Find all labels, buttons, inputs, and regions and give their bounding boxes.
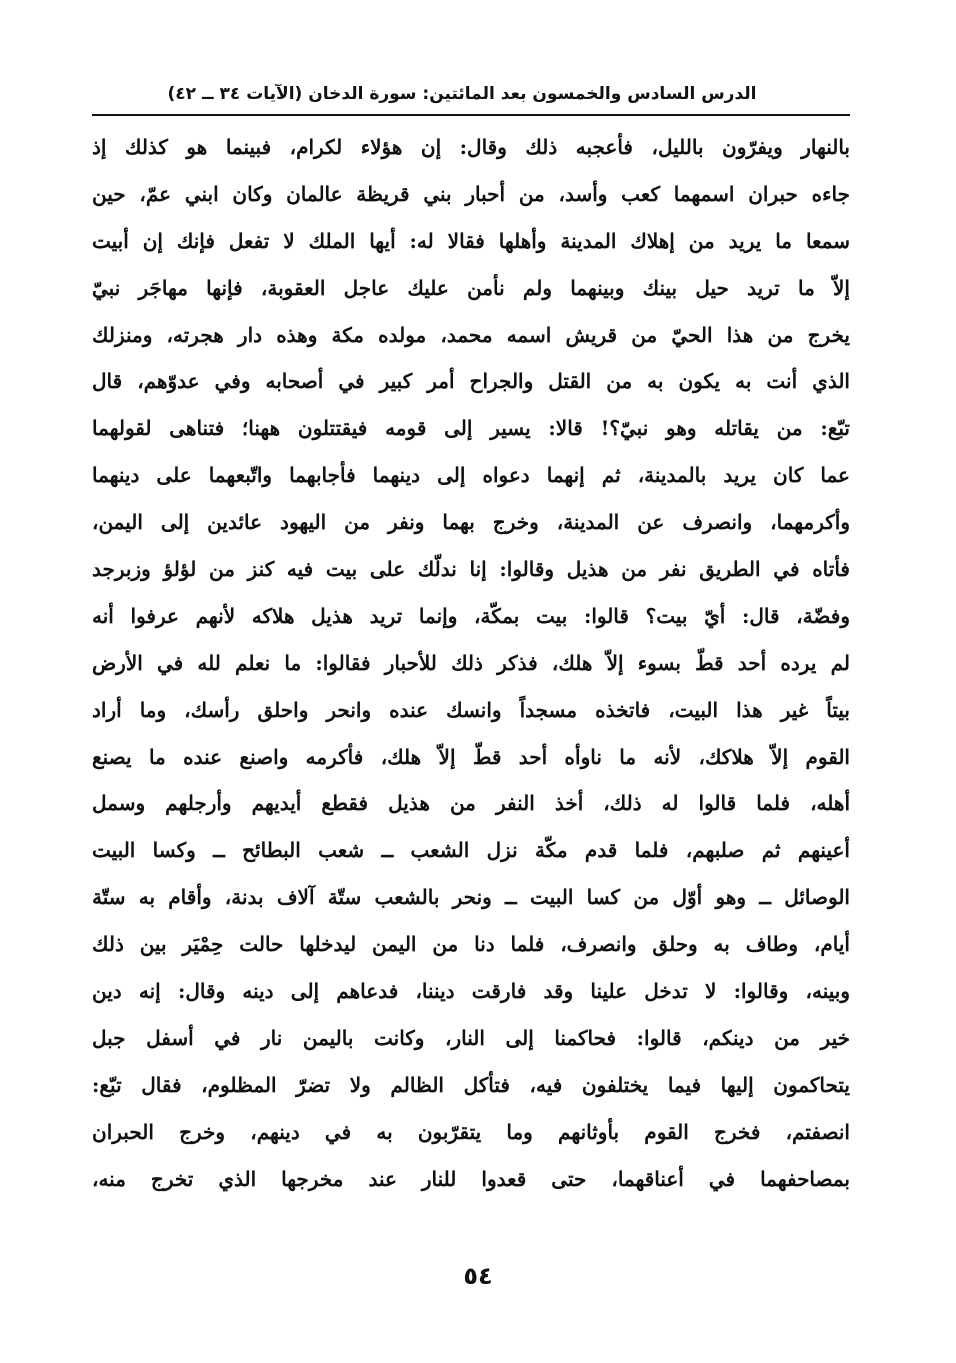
text-line: يتحاكمون إليها فيما يختلفون فيه، فتأكل الظالم ولا تضرّ المظلوم، فقال تبّع: <box>92 1072 850 1097</box>
text-line: لم يرده أحد قطّ بسوء إلاّ هلك، فذكر ذلك للأحبار فقالوا: ما نعلم لله في الأرض <box>92 650 850 675</box>
text-line: الوصائل ــ وهو أوّل من كسا البيت ــ ونحر بالشعب ستّة آلاف بدنة، وأقام به ستّة <box>92 885 850 910</box>
text-line: وأكرمهما، وانصرف عن المدينة، وخرج بهما ونفر من اليهود عائدين إلى اليمن، <box>92 510 850 535</box>
running-header: الدرس السادس والخمسون بعد المائتين: سورة الدخان (الآيات ٣٤ ــ ٤٢) <box>167 84 757 104</box>
body-text <box>92 124 850 1202</box>
text-line: تبّع: من يقاتله وهو نبيّ؟! قالا: يسير إلى قومه فيقتتلون ههنا؛ فتناهى لقولهما <box>92 416 850 441</box>
text-line: يخرج من هذا الحيّ من قريش اسمه محمد، مولده مكة وهذه دار هجرته، ومنزلك <box>92 322 850 347</box>
text-line: القوم إلاّ هلاكك، لأنه ما ناوأه أحد قطّ إلاّ هلك، فأكرمه واصنع عنده ما يصنع <box>92 744 850 769</box>
text-line: إلاّ ما تريد حيل بينك وبينهما ولم نأمن عليك عاجل العقوبة، فإنها مهاجَر نبيّ <box>92 275 850 300</box>
text-line: فأتاه في الطريق نفر من هذيل وقالوا: إنا ندلّك على بيت فيه كنز من لؤلؤ وزبرجد <box>92 557 850 582</box>
text-line: عما كان يريد بالمدينة، ثم إنهما دعواه إلى دينهما فأجابهما واتّبعهما على دينهما <box>92 463 850 488</box>
text-line: وفضّة، قال: أيّ بيت؟ قالوا: بيت بمكّة، وإنما تريد هذيل هلاكه لأنهم عرفوا أنه <box>92 603 850 628</box>
text-line: أهله، فلما قالوا له ذلك، أخذ النفر من هذيل فقطع أيديهم وأرجلهم وسمل <box>92 791 850 816</box>
text-line: خير من دينكم، قالوا: فحاكمنا إلى النار، وكانت باليمن نار في أسفل جبل <box>92 1025 850 1050</box>
text-line: أيام، وطاف به وحلق وانصرف، فلما دنا من اليمن ليدخلها حالت حِمْيَر بين ذلك <box>92 932 850 957</box>
header-rule <box>92 114 850 116</box>
text-line: سمعا ما يريد من إهلاك المدينة وأهلها فقالا له: أيها الملك لا تفعل فإنك إن أبيت <box>92 228 850 253</box>
page-number: ٥٤ <box>463 1262 493 1290</box>
text-line: أعينهم ثم صلبهم، فلما قدم مكّة نزل الشعب ــ شعب البطائح ــ وكسا البيت <box>92 838 850 863</box>
text-line: بمصاحفهما في أعناقهما، حتى قعدوا للنار عند مخرجها الذي تخرج منه، <box>92 1166 850 1191</box>
text-line: بالنهار ويفرّون بالليل، فأعجبه ذلك وقال: إن هؤلاء لكرام، فبينما هو كذلك إذ <box>92 135 850 159</box>
text-line: جاءه حبران اسمهما كعب وأسد، من أحبار بني قريظة عالمان وكان ابني عمّ، حين <box>92 181 850 206</box>
text-line: وبينه، وقالوا: لا تدخل علينا وقد فارقت ديننا، فدعاهم إلى دينه وقال: إنه دين <box>92 979 850 1004</box>
text-line: الذي أنت به يكون به من القتل والجراح أمر كبير في أصحابه وفي عدوّهم، قال <box>92 369 850 394</box>
text-line: بيتاً غير هذا البيت، فاتخذه مسجداً وانسك عنده وانحر واحلق رأسك، وما أراد <box>92 697 850 722</box>
text-line: انصفتم، فخرج القوم بأوثانهم وما يتقرّبون به في دينهم، وخرج الحبران <box>92 1119 850 1144</box>
